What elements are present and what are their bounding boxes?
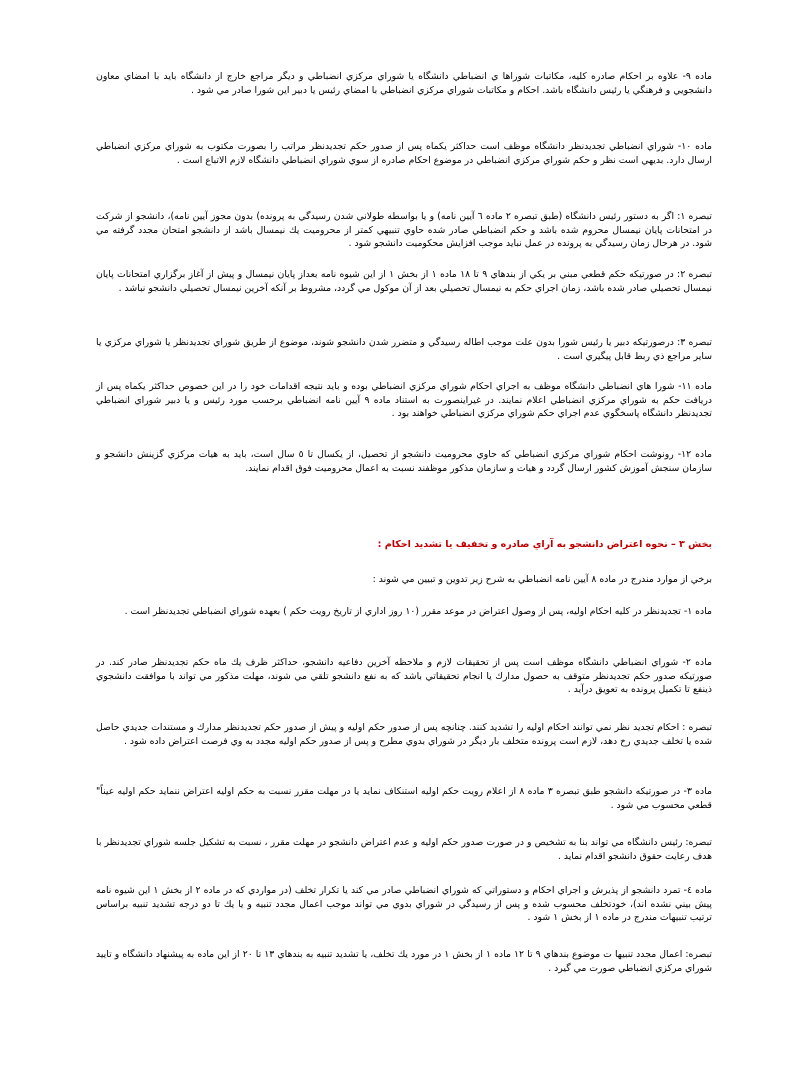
paragraph-s3-note-b: تبصره: رئيس دانشگاه مي تواند بنا به تشخيص و در صورت صدور حكم اوليه و عدم اعتراض دانشجو در مهلت مقرر ، نسبت به تشكيل جلسه شوراي تجديدنظر با هدف رعايت حقوق دانشجو اقدام نمايد .: [96, 837, 712, 862]
paragraph-article-12: ماده ۱۲- رونوشت احكام شوراي مركزي انضباطي كه حاوي محروميت دانشجو از تحصيل، از يكسال تا ٥ سال است، بايد به هيات مركزي گزينش دانشجو و سازمان سنجش آموزش كشور ارسال گردد و هيات و سازمان مذكور موظفند نسبت به اعمال محروميت فوق اقدام نمايند.: [96, 449, 713, 474]
paragraph-article-9: ماده ۹- علاوه بر احكام صادره كليه، مكاتبات شوراها ي انضباطي دانشگاه يا شوراي مركزي انضباطي و ديگر مراجع خارج از دانشگاه بايد با امضاي معاون دانشجويي و فرهنگي يا رئيس دانشگاه باشد. احكام و مكاتبات شوراي مركزي انضباطي با امضاي رئيس يا دبير اين شورا صادر مي شود .: [96, 71, 712, 96]
paragraph-s3-article-3: ماده ۳- در صورتيكه دانشجو طبق تبصره ۳ ماده ۸ از اعلام رويت حكم اوليه استنكاف نمايد يا در مهلت مقرر نسبت به حكم اوليه اعتراض ننمايد حكم اوليه عيناً" قطعي محسوب مي شود .: [96, 786, 712, 811]
paragraph-s3-article-1: ماده ۱- تجديدنظر در كليه احكام اوليه، پس از وصول اعتراض در موعد مقرر (۱۰ روز اداري از تاريخ رويت حكم ) بعهده شوراي انضباطي تجديدنظر است .: [124, 606, 712, 617]
paragraph-s3-article-4: ماده ٤- تمرد دانشجو از پذيرش و اجراي احكام و دستوراتي كه شوراي انضباطي صادر مي كند يا تكرار تخلف (در مواردي كه در ماده ۲ از بخش ۱ اين شيوه نامه پيش بيني نشده اند)، خودتخلف محسوب شده و پس از رسيدگي در شوراي بدوي مي تواند موجب اعمال مجدد تنبيه و يا يك تا دو درجه تشديد تنبيه براساس ترتيب تنبيهات مندرج در ماده ۱ از بخش ۱ شود .: [96, 885, 712, 923]
paragraph-s3-note-c: تبصره: اعمال مجدد تنبيها ت موضوع بندهاي ۹ تا ۱۲ ماده ۱ از بخش ۱ در مورد يك تخلف، يا تشديد تنبيه به بندهاي ۱۳ تا ۲۰ از اين ماده به پيشنهاد دانشگاه و تاييد شوراي مركزي انضباطي صورت مي گيرد .: [96, 949, 713, 974]
paragraph-s3-note-a: تبصره : احكام تجديد نظر نمي توانند احكام اوليه را تشديد كنند. چنانچه پس از صدور حكم اوليه و پيش از صدور حكم تجديدنظر مدارك و مستندات جديدي حاصل شده يا تخلف جديدي رخ دهد، لازم است پرونده متخلف بار ديگر در شوراي بدوي مطرح و پس از صدور حكم اوليه مجدد به وي فرصت اعتراض داده شود .: [96, 722, 712, 747]
paragraph-s3-article-2: ماده ۲- شوراي انضباطي دانشگاه موظف است پس از تحقيقات لازم و ملاحظه آخرين دفاعيه دانشجو، حداكثر ظرف يك ماه حكم تجديدنظر صادر كند. در صورتيكه صدور حكم تجديدنظر متوقف به حصول مدارك يا انجام تحقيقاتي باشد كه به نفع دانشجو تلقي مي شوند، مهلت مذكور مي تواند با موافقت دانشجوي ذينفع تا تكميل پرونده به تعويق درآيد .: [96, 657, 713, 695]
paragraph-note-3: تبصره ۳: درصورتيكه دبير يا رئيس شورا بدون علت موجب اطاله رسيدگي و متضرر شدن دانشجو شوند، موضوع از طريق شوراي تجديدنظر يا شوراي مركزي يا ساير مراجع ذي ربط قابل پيگيري است .: [96, 337, 712, 362]
paragraph-note-2: تبصره ۲: در صورتيكه حكم قطعي مبني بر يكي از بندهاي ۹ تا ۱۸ ماده ۱ از بخش ۱ از اين شيوه نامه بعداز پايان نيمسال و پيش از آغاز برگزاري امتحانات پايان نيمسال تحصيلي صادر شده باشد، زمان اجراي حكم به نيمسال تحصيلي بعد از آن موكول مي گردد، مشروط بر آنكه آخرين نيمسال تحصيلي دانشجو نباشد .: [96, 269, 712, 294]
section-3-heading: بخش ۳ – نحوه اعتراض دانشجو به آراي صادره و تخفيف يا تشديد احكام :: [377, 539, 712, 550]
paragraph-note-1: تبصره ۱: اگر به دستور رئيس دانشگاه (طبق تبصره ۲ ماده ٦ آيين نامه) و يا بواسطه طولاني شدن رسيدگي به پرونده) بدون مجوز آيين نامه)، دانشجو از شركت در امتحانات پايان نيمسال محروم شده باشد و حكم انضباطي صادر شده حاوي تنبيهي كمتر از محروميت يك نيمسال باشد از دانشجو امتحان مجدد گرفته مي شود. در هرحال زمان رسيدگي به پرونده در عمل نبايد موجب افزايش محكوميت دانشجو شود .: [96, 211, 713, 249]
paragraph-article-10: ماده ۱۰- شوراي انضباطي تجديدنظر دانشگاه موظف است حداكثر يكماه پس از صدور حكم تجديدنظر مراتب را بصورت مكتوب به شوراي مركزي انضباطي ارسال دارد. بديهي است نظر و حكم شوراي مركزي انضباطي در موضوع احكام صادره از سوي شوراي انضباطي دانشگاه لازم الاتباع است .: [96, 141, 712, 166]
paragraph-article-11: ماده ۱۱- شورا هاي انضباطي دانشگاه موظف به اجراي احكام شوراي مركزي انضباطي بوده و بايد نتيجه اقدامات خود را در اين خصوص حداكثر يكماه پس از دريافت حكم به شوراي مركزي انضباطي اعلام نمايند. در غيراينصورت به استناد ماده ۹ آيين نامه انضباطي برحسب مورد رئيس و يا دبير شوراي انضباطي تجديدنظر دانشگاه پاسخگوي عدم اجراي حكم شوراي مركزي انضباطي خواهند بود .: [96, 381, 713, 419]
paragraph-intro: برخي از موارد مندرج در ماده ۸ آيين نامه انضباطي به شرح زير تدوين و تبيين مي شوند :: [372, 574, 712, 585]
